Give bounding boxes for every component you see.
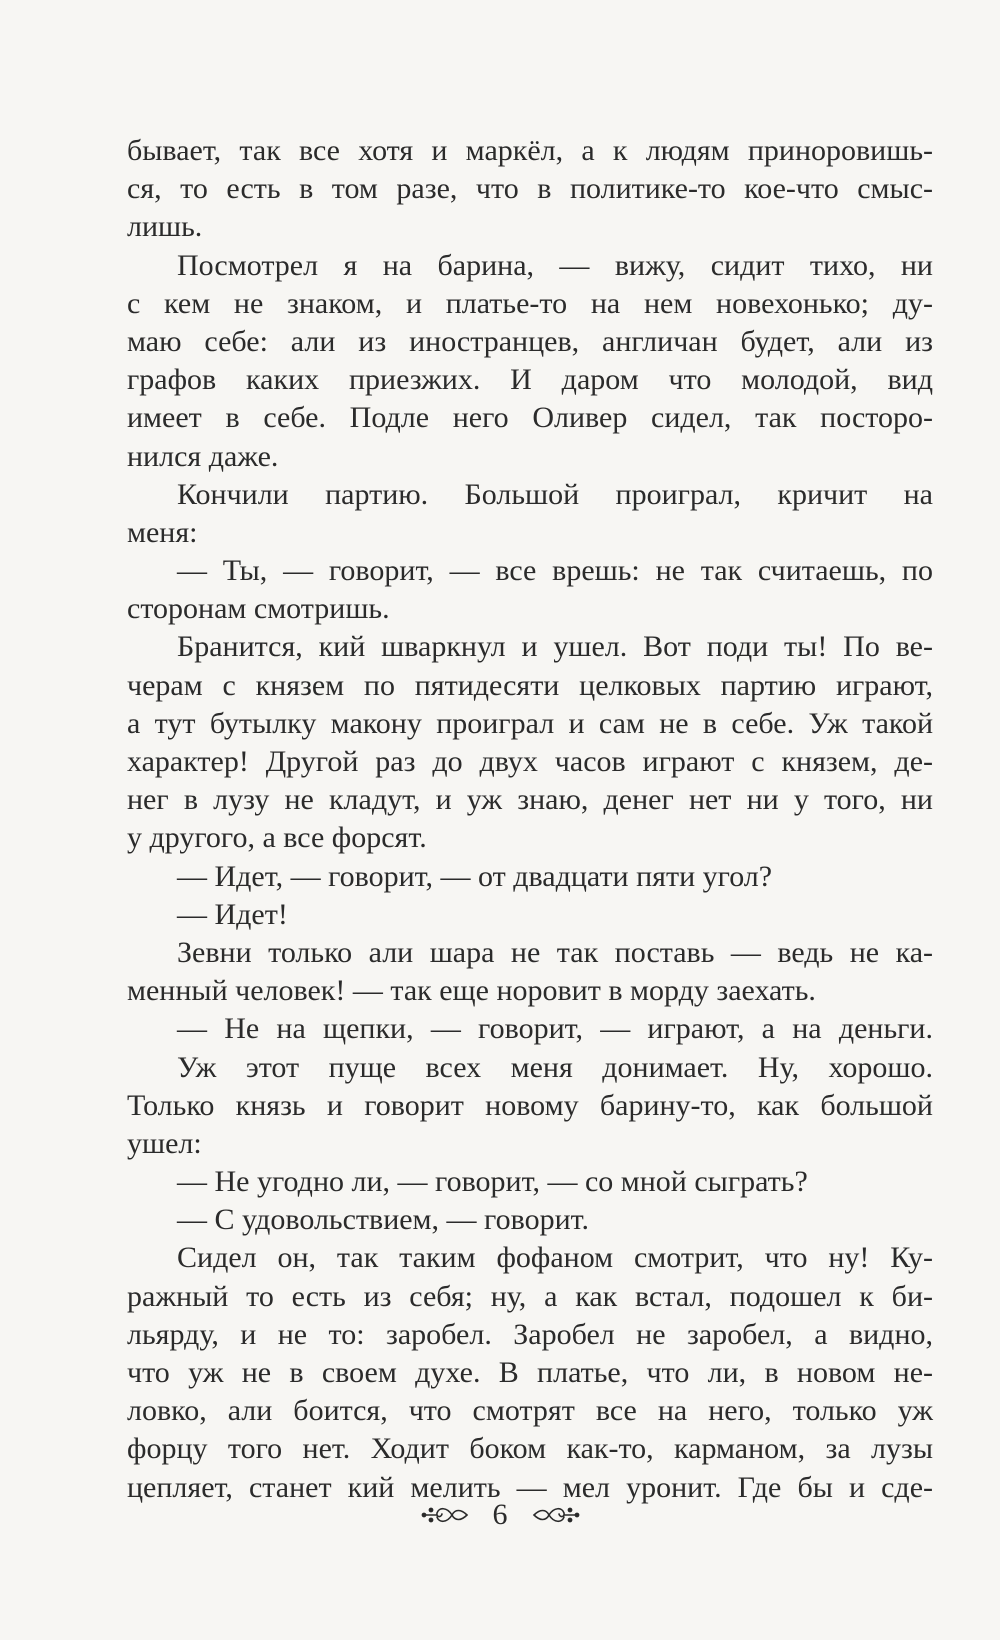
text-line: льярду, и не то: заробел. Заробел не заробел, а видно,: [127, 1317, 933, 1351]
text-line: Посмотрел я на барина, — вижу, сидит тихо, ни: [177, 248, 933, 282]
text-line: — Идет, — говорит, — от двадцати пяти угол?: [177, 859, 773, 893]
text-line: маю себе: али из иностранцев, англичан будет, али из: [127, 324, 933, 358]
ornament-right-icon: [530, 1503, 580, 1527]
text-line: форцу того нет. Ходит боком как-то, карманом, за лузы: [127, 1432, 933, 1466]
text-line: — Не на щепки, — говорит, — играют, а на деньги.: [177, 1012, 933, 1046]
text-line: черам с князем по пятидесяти целковых партию играют,: [127, 668, 933, 702]
ornament-left-icon: [421, 1503, 471, 1527]
text-line: — Идет!: [177, 897, 288, 931]
text-line: а тут бутылку макону проиграл и сам не в себе. Уж такой: [127, 706, 933, 740]
text-line: ражный то есть из себя; ну, а как встал, подошел к би-: [127, 1279, 933, 1313]
text-line: графов каких приезжих. И даром что молодой, вид: [127, 363, 933, 397]
text-line: бывает, так все хотя и маркёл, а к людям приноровишь-: [127, 134, 933, 167]
text-line: характер! Другой раз до двух часов играют с князем, де-: [127, 745, 933, 778]
text-line: — Ты, — говорит, — все врешь: не так считаешь, по: [177, 554, 933, 588]
text-line: Зевни только али шара не так поставь — ведь не ка-: [177, 935, 933, 969]
text-line: сторонам смотришь.: [127, 592, 390, 626]
text-line: нег в лузу не кладут, и уж знаю, денег нет ни у того, ни: [127, 783, 933, 817]
body-text: [127, 132, 933, 1507]
text-line: меня:: [127, 515, 198, 549]
page-footer: [0, 1495, 1000, 1535]
text-line: — С удовольствием, — говорит.: [177, 1203, 589, 1237]
text-line: Кончили партию. Большой проиграл, кричит на: [177, 477, 933, 511]
text-line: ся, то есть в том разе, что в политике-то кое-что смыс-: [127, 172, 933, 206]
text-line: нился даже.: [127, 439, 279, 473]
text-line: ушел:: [127, 1126, 202, 1160]
text-line: цепляет, станет кий мелить — мел уронит. Где бы и сде-: [127, 1470, 933, 1504]
text-line: Только князь и говорит новому барину-то, как большой: [127, 1088, 933, 1122]
text-line: — Не угодно ли, — говорит, — со мной сыграть?: [177, 1165, 808, 1199]
text-line: имеет в себе. Подле него Оливер сидел, так посторо-: [127, 401, 933, 435]
text-line: у другого, а все форсят.: [127, 821, 427, 855]
text-line: ловко, али боится, что смотрят все на него, только уж: [127, 1394, 933, 1428]
text-line: что уж не в своем духе. В платье, что ли, в новом не-: [127, 1356, 933, 1389]
text-line: менный человек! — так еще норовит в морду заехать.: [127, 974, 816, 1008]
text-line: с кем не знаком, и платье-то на нем новехонько; ду-: [127, 286, 933, 320]
page-number: 6: [492, 1498, 508, 1531]
text-line: Сидел он, так таким фофаном смотрит, что ну! Ку-: [177, 1241, 933, 1275]
text-line: Бранится, кий шваркнул и ушел. Вот поди ты! По ве-: [177, 630, 933, 664]
text-line: лишь.: [127, 210, 203, 244]
text-line: Уж этот пуще всех меня донимает. Ну, хорошо.: [177, 1050, 933, 1084]
